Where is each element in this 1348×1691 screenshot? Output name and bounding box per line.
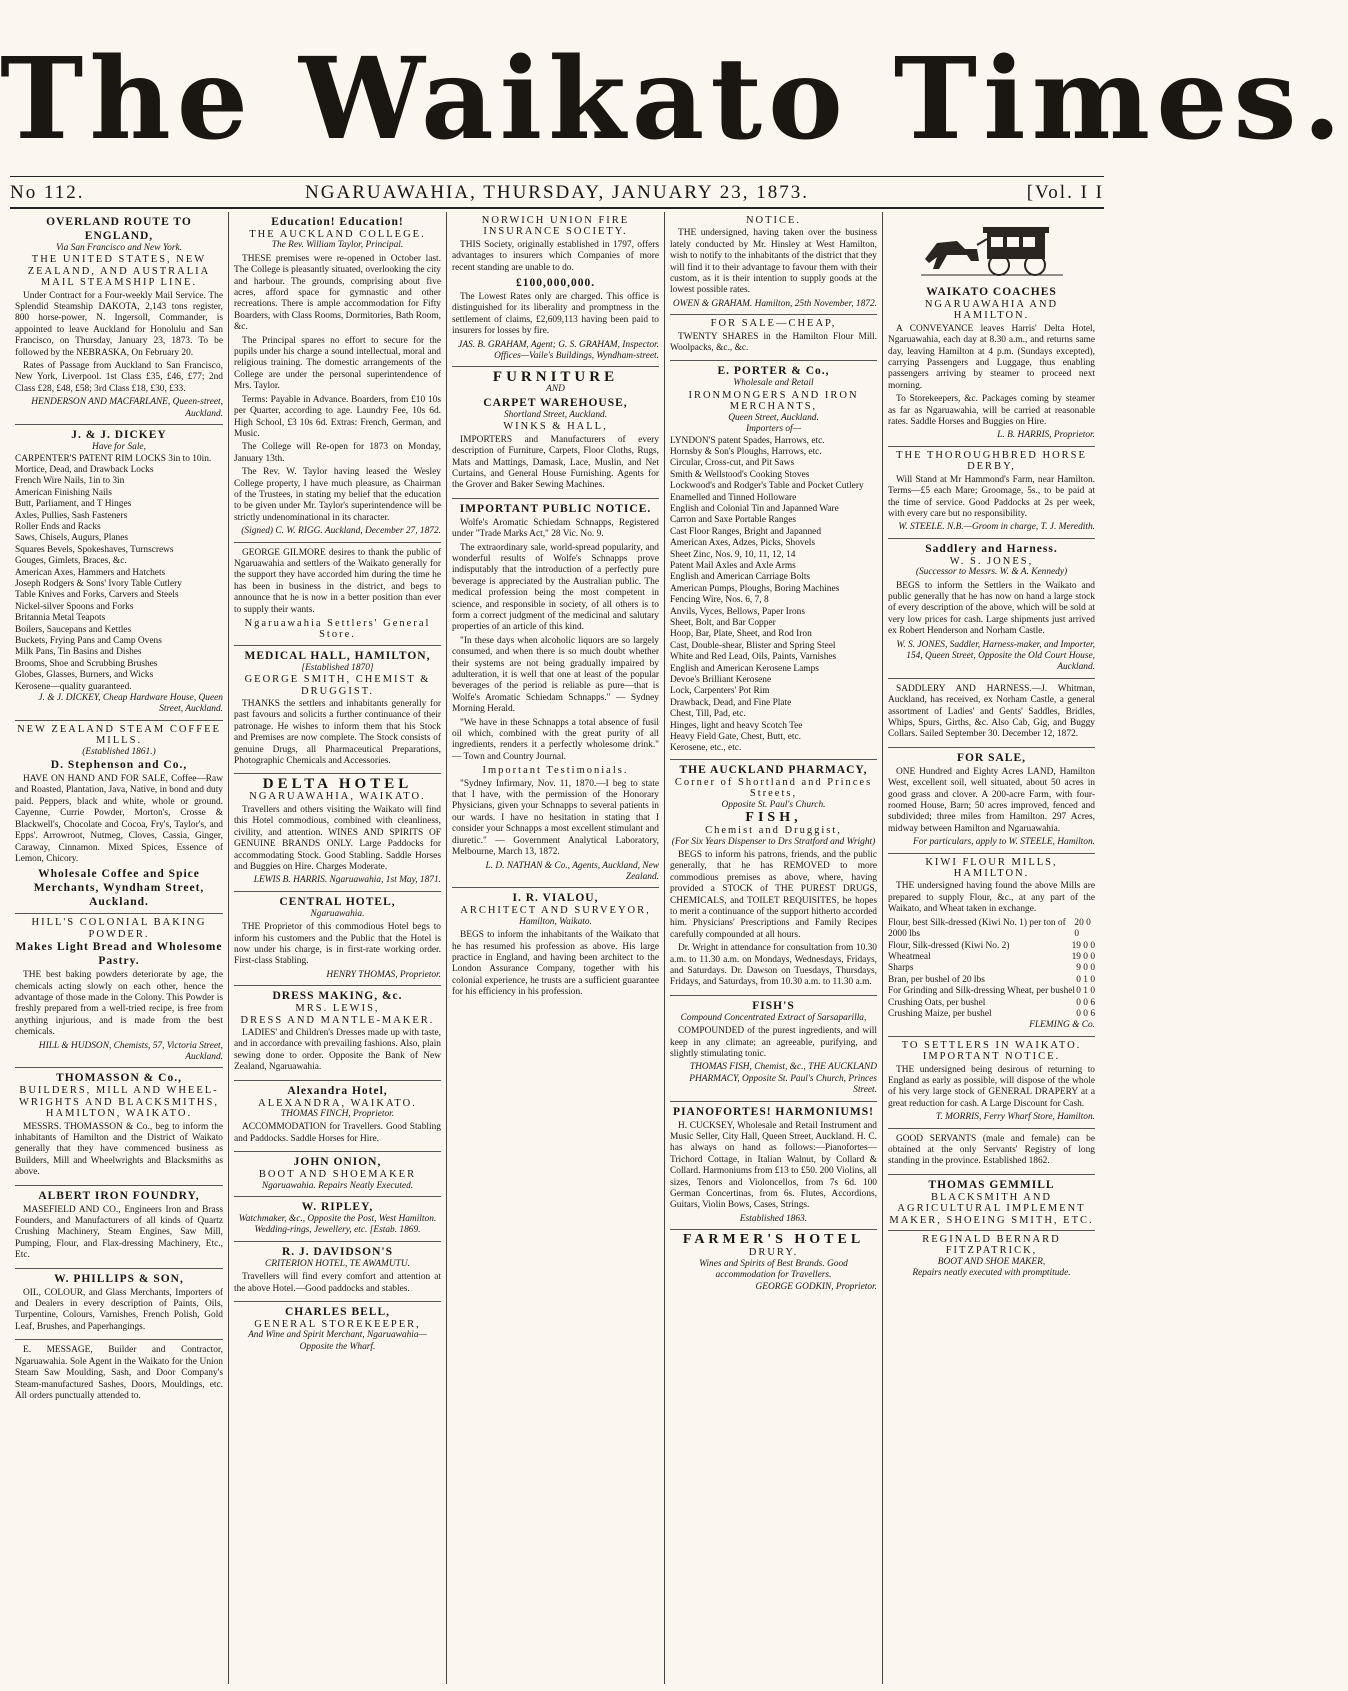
notice-text: The extraordinary sale, world-spread popularity, and wonderful results of Wolfe's Schnapps prove indisputably that the introduction of a perfectly pure beverage is appreciated by the Australian public. The medical profession being the most competent in science, and responsible in society, of all others is to form a correct judgment of the medicinal and salutary properties of an article of this kind.	[452, 542, 659, 633]
list-item: English and American Kerosene Lamps	[670, 663, 819, 674]
sarsaparilla-ad	[670, 996, 877, 1102]
notice-heading: NOTICE.	[745, 215, 802, 226]
albert-text: MASEFIELD AND CO., Engineers Iron and Brass Founders, and Manufacturers of all kinds of Quartz Crushing Machinery, Steam Engines, Saw Mill, Pumping, Flour, and Flax-dressing Machinery, Etc., Etc.	[15, 1204, 223, 1261]
sale-text: TWENTY SHARES in the Hamilton Flour Mill. Woolpacks, &c., &c.	[670, 331, 877, 354]
alex-text: ACCOMMODATION for Travellers. Good Stabling and Paddocks. Saddle Horses for Hire.	[234, 1122, 441, 1144]
dickey-ad	[15, 425, 223, 721]
list-item: Patent Mail Axles and Axle Arms	[670, 560, 796, 571]
college-sub: The Rev. William Taylor, Principal.	[271, 240, 404, 251]
porter-heading: E. PORTER & Co.,	[717, 365, 830, 378]
bell-heading: CHARLES BELL,	[284, 1306, 391, 1319]
sars-sig: THOMAS FISH, Chemist, &c., THE AUCKLAND PHARMACY, Opposite St. Paul's Church, Princes Street.	[689, 1062, 877, 1096]
dateline	[10, 182, 1104, 204]
furn-street: Shortland Street, Auckland.	[503, 409, 608, 420]
architect-ad	[452, 888, 659, 1004]
masthead-title: The Waikato Times.	[0, 34, 1348, 165]
central-sub: Ngaruawahia.	[310, 908, 365, 919]
mail-sub: Via San Francisco and New York.	[55, 243, 183, 253]
list-item: English and Colonial Tin and Japanned Ware	[670, 503, 839, 514]
list-item: Brooms, Shoe and Scrubbing Brushes	[15, 658, 158, 669]
college-terms: Terms: Payable in Advance. Boarders, from £10 10s per Quarter, according to age. Laundry Fee, 10s 6d. High School, £3 10s 6d. Extras: French, German, and Music.	[234, 394, 441, 439]
coffee-ad	[15, 721, 223, 914]
porter-street: Queen Street, Auckland.	[728, 412, 819, 423]
mills-sig: FLEMING & Co.	[1029, 1020, 1095, 1031]
forsale-sig: For particulars, apply to W. STEELE, Hamilton.	[913, 837, 1095, 848]
mills-price-list	[888, 918, 1095, 1021]
settlers-heading: TO SETTLERS IN WAIKATO.	[901, 1039, 1082, 1051]
list-item: American Axes, Adzes, Picks, Shovels	[670, 538, 816, 549]
list-item: Hornsby & Son's Ploughs, Harrows, etc.	[670, 446, 822, 457]
arch-place: Hamilton, Waikato.	[519, 916, 592, 927]
mail-text: Under Contract for a Four-weekly Mail Service. The Splendid Steamship DAKOTA, 2,143 tons register, 800 horse-power, N. Ingersoll, Commander, is appointed to leave Auckland for Honolulu and San Francisco, on Thursday, January 23, 1873. To be followed by the NEBRASKA, On February 20.	[15, 290, 223, 358]
ripley-heading: W. RIPLEY,	[301, 1201, 374, 1214]
edu-title: Education! Education!	[271, 216, 404, 228]
coffee-heading: NEW ZEALAND STEAM COFFEE MILLS.	[17, 723, 221, 747]
delta-sig: LEWIS B. HARRIS. Ngaruawahia, 1st May, 1871.	[253, 875, 441, 886]
list-item: Roller Ends and Racks	[15, 521, 101, 532]
list-item: Devoe's Brilliant Kerosene	[670, 675, 772, 686]
sale-ad	[670, 315, 877, 361]
thomasson-text: MESSRS. THOMASSON & Co., beg to inform the inhabitants of Hamilton and the District of Waikato generally that they have commenced business as Builders, Mill and Wheelwrights and Blacksmiths as above.	[15, 1121, 223, 1178]
list-item: Drawback, Dead, and Fine Plate	[670, 697, 792, 708]
price-row: Flour, Silk-dressed (Kiwi No. 2) 19 0 0	[888, 940, 1095, 951]
coach-illustration	[917, 219, 1067, 281]
notice-sig: OWEN & GRAHAM. Hamilton, 25th November, 1872.	[672, 298, 877, 309]
list-item: Enamelled and Tinned Holloware	[670, 492, 797, 503]
fitz-sub: BOOT AND SHOE MAKER,	[937, 1256, 1046, 1267]
saddlery-heading: Saddlery and Harness.	[925, 542, 1058, 555]
testimonials-heading: Important Testimonials.	[482, 765, 629, 777]
mills-heading: KIWI FLOUR MILLS, HAMILTON.	[925, 856, 1058, 880]
list-item: Fencing Wire, Nos. 6, 7, 8	[670, 595, 769, 606]
coaches-sig: L. B. HARRIS, Proprietor.	[997, 430, 1095, 441]
porter-sub: Wholesale and Retail	[733, 378, 814, 389]
list-item: American Pumps, Ploughs, Boring Machines	[670, 583, 840, 594]
furniture-ad	[452, 367, 659, 498]
medical-text: THANKS the settlers and inhabitants generally for past favours and solicits a further continuance of their patronage. He wishes to inform them that his Stock and Premises are now complete. The Stock consists of genuine Drugs, all Pharmaceutical Preparations, Photographic Chemicals and Accessories.	[234, 699, 441, 767]
list-item: Smith & Wellstood's Cooking Stoves	[670, 469, 810, 480]
porter-title: IRONMONGERS AND IRON MERCHANTS,	[688, 389, 859, 413]
pharmacy-sub: Corner of Shortland and Princes Streets,	[674, 776, 873, 800]
phillips-text: OIL, COLOUR, and Glass Merchants, Importers of and Dealers in every description of Paints, Oils, Turpentine, Colours, Varnishes, French Polish, Gold Leaf, Brushes, and Paperhangings.	[15, 1287, 223, 1332]
list-item: Buckets, Frying Pans and Camp Ovens	[15, 636, 162, 646]
saddlery-text: BEGS to inform the Settlers in the Waikato and public generally that he has now on hand a large stock of every description of the above, which will be sold at very low prices for cash. Large shipments just arrived ex Robert Henderson and Norham Castle.	[888, 580, 1095, 637]
price-row: Crushing Maize, per bushel 0 0 6	[888, 1008, 1095, 1019]
fish-text: Dr. Wright in attendance for consultation from 10.30 a.m. to 11.30 a.m. on Mondays, Wednesdays, Fridays, and Saturdays. Dr. Dawson on Tuesdays, Thursdays, Fridays, and Saturdays, from 10.30 a.m. to 11.30 a.m.	[670, 943, 877, 988]
saddlery-ad	[888, 539, 1095, 679]
medical-heading: MEDICAL HALL, HAMILTON,	[244, 649, 431, 662]
list-item: Circular, Cross-cut, and Pit Saws	[670, 458, 795, 469]
list-item: Cast, Double-shear, Blister and Spring Steel	[670, 640, 836, 651]
servants-ad	[888, 1129, 1095, 1175]
delta-text: Travellers and others visiting the Waikato will find this Hotel commodious, combined with cleanliness, civility, and attention. WINES AND SPIRITS OF GENUINE BRANDS ONLY. Large Paddocks for accommodating Stock. Good Stabling. Saddle Horses and Buggies on Hire. Charges Moderate.	[234, 804, 441, 872]
central-ad	[234, 892, 441, 986]
piano-ad	[670, 1102, 877, 1231]
horse-sig: W. STEELE. N.B.—Groom in charge, T. J. Meredith.	[898, 522, 1095, 533]
message-text: E. MESSAGE, Builder and Contractor, Ngaruawahia. Sole Agent in the Waikato for the Union Steam Saw Moulding, Sash, and Door Company's Steam-manufactured Sashes, Doors, Mouldings, etc. All orders punctually attended to.	[15, 1345, 223, 1401]
delta-sub: NGARUAWAHIA, WAIKATO.	[249, 791, 426, 803]
porter-list	[670, 436, 877, 755]
gilmore-text: GEORGE GILMORE desires to thank the public of Ngaruawahia and settlers of the Waikato generally for the support they have accorded him during the time he has been in business in the district, and begs to announce that he is now in a better position than ever to supply their wants.	[234, 547, 441, 615]
horse-heading: THE THOROUGHBRED HORSE DERBY,	[896, 449, 1087, 473]
gilmore-ad	[234, 543, 441, 646]
furn-sub: CARPET WAREHOUSE,	[483, 396, 628, 409]
price-row: For Grinding and Silk-dressing Wheat, per bushel 0 1 0	[888, 986, 1095, 997]
farmers-text: Wines and Spirits of Best Brands. Good accommodation for Travellers.	[699, 1258, 848, 1281]
list-item: Chest, Till, Pad, etc.	[670, 709, 746, 720]
place-date: NGARUAWAHIA, THURSDAY, JANUARY 23, 1873.	[305, 182, 809, 203]
settlers-sub: IMPORTANT NOTICE.	[922, 1051, 1061, 1063]
gemmill-heading: THOMAS GEMMILL	[928, 1178, 1055, 1191]
list-item: Kerosene, etc., etc.	[670, 743, 742, 754]
coaches-title: WAIKATO COACHES	[926, 286, 1057, 298]
list-item: Axles, Pullies, Sash Fasteners	[15, 510, 128, 521]
thomasson-sub: BUILDERS, MILL AND WHEEL-WRIGHTS AND BLACKSMITHS, HAMILTON, WAIKATO.	[19, 1085, 219, 1120]
college-text: The Rev. W. Taylor having leased the Wesley College property, I have much pleasure, as Chairman of the Trustees, in stating my belief that the education to be given under Mr. Taylor's superintendence will be strictly undenominational in its character.	[234, 467, 441, 523]
list-item: Nickel-silver Spoons and Forks	[15, 601, 134, 612]
fish-text: BEGS to inform his patrons, friends, and the public generally, that he has REMOVED to more commodious premises as above, where, having provided a STOCK of THE PUREST DRUGS, CHEMICALS, and TOILET REQUISITES, he hopes to merit a continuance of the support hitherto accorded him. Physicians' Prescriptions and Family Recipes carefully compounded at all hours.	[670, 849, 877, 940]
bell-ad	[234, 1302, 441, 1357]
thomasson-ad	[15, 1068, 223, 1185]
college-ad	[234, 212, 441, 543]
porter-importers: Importers of—	[746, 424, 801, 435]
medical-est: [Established 1870]	[301, 662, 374, 673]
pharmacy-heading: THE AUCKLAND PHARMACY,	[679, 763, 868, 776]
list-item: Milk Pans, Tin Basins and Dishes	[15, 647, 142, 658]
column-3	[446, 212, 664, 1684]
furn-heading: FURNITURE	[492, 369, 619, 386]
fitz-heading: REGINALD BERNARD FITZPATRICK,	[922, 1234, 1061, 1257]
alex-heading: Alexandra Hotel,	[287, 1084, 388, 1097]
alex-sub: ALEXANDRA, WAIKATO.	[258, 1097, 417, 1109]
coaches-ad	[888, 212, 1095, 447]
college-text: THESE premises were re-opened in October last. The College is pleasantly situated, overlooking the city and harbour. The grounds, comprising about five acres, afford space for gymnastic and other recreations. There is ample accommodation for Fifty Boarders, with Class Rooms, Dormitories, Bath Room, &c.	[234, 253, 441, 333]
delta-ad	[234, 774, 441, 891]
medical-firm: GEORGE SMITH, CHEMIST & DRUGGIST.	[244, 674, 431, 697]
coaches-sub: NGARUAWAHIA AND HAMILTON.	[924, 299, 1059, 322]
college-text: The Principal spares no effort to secure for the pupils under his charge a sound intellectual, moral and religious training. The domestic arrangements of the College are under the personal superintendence of Mrs. Taylor.	[234, 335, 441, 392]
arch-name: I. R. VIALOU,	[512, 892, 599, 905]
porter-ad	[670, 361, 877, 759]
notice-sub: Wolfe's Aromatic Schiedam Schnapps, Registered under "Trade Marks Act," 28 Vic. No. 9.	[452, 517, 659, 540]
coffee-sig: Wholesale Coffee and Spice Merchants, Wyndham Street, Auckland.	[33, 868, 205, 909]
farmers-ad	[670, 1230, 877, 1297]
issue-number: No 112.	[10, 182, 85, 203]
onion-sub: BOOT AND SHOEMAKER	[258, 1169, 417, 1181]
furn-text: IMPORTERS and Manufacturers of every description of Furniture, Carpets, Floor Cloths, Rugs, Mats and Mattings, Damask, Lace, Muslin, and Net Curtains, and General House Furnishing. Agents for the Grover and Baker Sewing Machines.	[452, 434, 659, 491]
pharmacy-ad	[670, 760, 877, 996]
dress-firm: MRS. LEWIS,	[295, 1003, 380, 1015]
onion-text: Ngaruawahia. Repairs Neatly Executed.	[261, 1180, 414, 1191]
saddlery-firm: W. S. JONES,	[949, 555, 1034, 567]
list-item: LYNDON'S patent Spades, Harrows, etc.	[670, 435, 825, 446]
list-item: Hinges, light and heavy Scotch Tee	[670, 720, 803, 731]
list-item: Lockwood's and Rodger's Table and Pocket Cutlery	[670, 481, 864, 492]
list-item: Boilers, Saucepans and Kettles	[15, 624, 132, 635]
list-item: Joseph Rodgers & Sons' Ivory Table Cutlery	[15, 578, 182, 589]
fish-years: (For Six Years Dispenser to Drs Stratford and Wright)	[671, 836, 876, 847]
mail-agents: HENDERSON AND MACFARLANE, Queen-street, Auckland.	[31, 397, 223, 419]
phillips-heading: W. PHILLIPS & SON,	[54, 1272, 184, 1285]
testimonials-text: "Sydney Infirmary, Nov. 11, 1870.—I beg to state that I have, with the permission of the Honorary Physicians, given your Schnapps to several patients in our wards. I have no hesitation in stating that I consider your Schnapps a most excellent stimulant and diuretic." — Government Analytical Laboratory, Melbourne, March 13, 1872.	[452, 778, 659, 858]
gemmill-ad	[888, 1175, 1095, 1231]
gilmore-sig: Ngaruawahia Settlers' General Store.	[244, 618, 431, 641]
horse-text: Will Stand at Mr Hammond's Farm, near Hamilton. Terms—£5 each Mare; Groomage, 5s., to be paid at the time of service. Good Paddocks at 2s per week, with every care but no responsibility.	[888, 474, 1095, 519]
mail-heading: OVERLAND ROUTE TO ENGLAND,	[46, 216, 192, 242]
piano-text: H. CUCKSEY, Wholesale and Retail Instrument and Music Seller, City Hall, Queen Street, Auckland. H. C. has always on hand as follows:—Pianofortes—Trichord Cottage, in Italian Walnut, by Collard & Collard. Harmoniums from £13 to £50. 200 Violins, all sizes, Tenors and Violoncellos, from 7s 6d. 100 German Concertinas, from 6s. Flutes, Accordions, Guitars, Violin Bows, Cases, Strings.	[670, 1120, 877, 1211]
coffee-firm: D. Stephenson and Co.,	[50, 759, 188, 772]
list-item: Cast Floor Ranges, Bright and Japanned	[670, 526, 822, 537]
mail-rates: Rates of Passage from Auckland to San Francisco, New York, Liverpool. 1st Class £35, £46, £77; 2nd Class £28, £48, £58; 3rd Class £18, £30, £33.	[15, 361, 223, 394]
bell-text: And Wine and Spirit Merchant, Ngaruawahia—Opposite the Wharf.	[248, 1330, 427, 1352]
top-rule	[10, 176, 1104, 177]
whitman-ad	[888, 679, 1095, 748]
saddlery-sub: (Successor to Messrs. W. & A. Kennedy)	[915, 567, 1068, 578]
coaches-text: A CONVEYANCE leaves Harris' Delta Hotel, Ngaruawahia, each day at 8.30 a.m., and returns same day, leaving Hamilton at 4 p.m. (Sundays excepted), carrying Passengers and Luggage, thus enabling passengers arriving by steamer to proceed next morning.	[888, 323, 1095, 391]
list-item: Globes, Glasses, Burners, and Wicks	[15, 670, 154, 681]
dickey-sig: J. & J. DICKEY, Cheap Hardware House, Queen Street, Auckland.	[38, 693, 223, 715]
price-row: Wheatmeal 19 0 0	[888, 951, 1095, 962]
message-ad	[15, 1340, 223, 1408]
davidson-sub: CRITERION HOTEL, TE AWAMUTU.	[265, 1258, 410, 1269]
forsale-heading: FOR SALE,	[956, 751, 1027, 764]
column-4	[664, 212, 882, 1684]
fish-heading: FISH,	[745, 810, 802, 826]
list-item: French Wire Nails, 1in to 3in	[15, 476, 125, 487]
settlers-sig: T. MORRIS, Ferry Wharf Store, Hamilton.	[935, 1112, 1095, 1123]
price-row: Bran, per bushel of 20 lbs 0 1 0	[888, 974, 1095, 985]
phillips-ad	[15, 1269, 223, 1341]
mills-ad	[888, 854, 1095, 1037]
ripley-text: Watchmaker, &c., Opposite the Post, West Hamilton. Wedding-rings, Jewellery, etc. [Estab. 1869.	[238, 1214, 437, 1236]
list-item: Butt, Parliament, and T Hinges	[15, 499, 132, 510]
onion-heading: JOHN ONION,	[293, 1156, 382, 1169]
notice-text: THE undersigned, having taken over the business lately conducted by Mr. Hinsley at West Hamilton, wish to notify to the inhabitants of the district that they will find it to their advantage to favour them with their custom, as it is their intention to supply goods at the lowest possible rates.	[670, 228, 877, 296]
davidson-ad	[234, 1242, 441, 1302]
fire-text: The Lowest Rates only are charged. This office is distinguished for its liberality and promptness in the settlement of claims, £2,609,113 having been paid to insurers for losses by fire.	[452, 292, 659, 337]
list-item: Squares Bevels, Spokeshaves, Turnscrews	[15, 544, 174, 555]
list-item: Carron and Saxe Portable Ranges	[670, 515, 797, 526]
list-item: Gouges, Gimlets, Braces, &c.	[15, 556, 127, 567]
dickey-heading: J. & J. DICKEY	[71, 429, 167, 442]
sars-heading: FISH'S	[752, 999, 795, 1012]
albert-heading: ALBERT IRON FOUNDRY,	[38, 1189, 200, 1202]
medical-ad	[234, 646, 441, 775]
ripley-ad	[234, 1197, 441, 1242]
fire-capital: £100,000,000.	[515, 277, 596, 290]
list-item: Hoop, Bar, Plate, Sheet, and Rod Iron	[670, 629, 812, 640]
dress-ad	[234, 986, 441, 1080]
furn-and: AND	[546, 384, 565, 395]
list-item: Anvils, Vyces, Bellows, Paper Irons	[670, 606, 805, 617]
baking-sig: HILL & HUDSON, Chemists, 57, Victoria Street, Auckland.	[38, 1040, 223, 1062]
mail-company: THE UNITED STATES, NEW ZEALAND, AND AUSTRALIA MAIL STEAMSHIP LINE.	[27, 254, 211, 289]
baking-ad	[15, 914, 223, 1068]
settlers-text: THE undersigned being desirous of returning to England as early as possible, will dispose of the whole of his very large stock of GENERAL DRAPERY at a great reduction for cash. A Large Discount for Cash.	[888, 1064, 1095, 1109]
mills-text: THE undersigned having found the above Mills are prepared to supply Flour, &c., at any part of the Waikato, and Wheat taken in exchange.	[888, 881, 1095, 915]
bell-sub: GENERAL STOREKEEPER,	[254, 1319, 421, 1331]
notice-text: "In these days when alcoholic liquors are so largely consumed, and when there is so much doubt whether their systems are not being gradually impaired by adulteration, it is well that one at least of the popular beverages of the period is reliable as pure—that is Wolfe's Aromatic Schiedam Schnapps." — Sydney Morning Herald.	[452, 635, 659, 715]
coffee-text: HAVE ON HAND AND FOR SALE, Coffee—Raw and Roasted, Plantation, Java, Native, in bond and duty paid. Peppers, black and white, whole or ground. Cayenne, Currie Powder, Morton's, Crosse & Blackwell's, Chocolate and Cocoa, Fry's, Taylor's, and Epps'. Arrowroot, Nutmeg, Cloves, Cassia, Ginger, Caraway, Cinnamon. Mixed Spices, Essence of Lemon, Chicory.	[15, 774, 223, 864]
coffee-est: (Established 1861.)	[82, 746, 156, 757]
albert-ad	[15, 1186, 223, 1269]
column-1	[10, 212, 228, 1684]
baking-title: Makes Light Bread and Wholesome Pastry.	[15, 941, 223, 968]
farmers-heading: FARMER'S HOTEL	[682, 1232, 865, 1248]
dateline-rule	[10, 207, 1104, 209]
gemmill-sub: BLACKSMITH AND AGRICULTURAL IMPLEMENT MAKER, SHOEING SMITH, ETC.	[889, 1191, 1094, 1226]
forsale-ad	[888, 748, 1095, 854]
dress-sub: DRESS AND MANTLE-MAKER.	[240, 1014, 435, 1026]
list-item: American Finishing Nails	[15, 487, 112, 498]
notice-ad	[452, 499, 659, 889]
list-item: Saws, Chisels, Augurs, Planes	[15, 533, 129, 544]
central-heading: CENTRAL HOTEL,	[279, 895, 396, 908]
college-text: The College will Re-open for 1873 on Monday, January 13th.	[234, 442, 441, 464]
nathan-sig: L. D. NATHAN & Co., Agents, Auckland, New Zealand.	[485, 860, 659, 882]
delta-heading: DELTA HOTEL	[262, 776, 413, 793]
sale-heading: FOR SALE—CHEAP,	[710, 318, 837, 330]
fire-heading: NORWICH UNION FIRE INSURANCE SOCIETY.	[481, 215, 630, 238]
list-item: Mortice, Dead, and Drawback Locks	[15, 464, 154, 475]
piano-heading: PIANOFORTES! HARMONIUMS!	[673, 1105, 874, 1118]
fire-text: THIS Society, originally established in 1797, offers advantages to insurers which Companies of more recent standing are unable to do.	[452, 239, 659, 273]
baking-text: THE best baking powders deteriorate by age, the chemicals acting slowly on each other, hence the advantage of those made in the Colony. This Powder is freshly prepared from a well-tried recipe, is free from anything injurious, and is made from the best chemicals.	[15, 970, 223, 1038]
farmers-sig: GEORGE GODKIN, Proprietor.	[755, 1281, 877, 1292]
furn-firm: WINKS & HALL,	[503, 421, 608, 433]
forsale-text: ONE Hundred and Eighty Acres LAND, Hamilton West, excellent soil, well situated, about 50 acres in good grass and clover. A 200-acre Farm, with four-roomed House, Barn; 50 acres improved, fenced and subdivided; three miles from Hamilton. 297 Acres, midway between Hamilton and Ngaruawahia.	[888, 766, 1095, 834]
central-text: THE Proprietor of this commodious Hotel begs to inform his customers and the Public that the Hotel is now under his charge, is in first-rate working order. First-class Stabling.	[234, 922, 441, 967]
price-row: Sharps 9 0 0	[888, 963, 1095, 974]
sars-sub: Compound Concentrated Extract of Sarsaparilla,	[680, 1012, 867, 1023]
davidson-text: Travellers will find every comfort and attention at the above Hotel.—Good paddocks and stables.	[234, 1272, 441, 1294]
notice-text: "We have in these Schnapps a total absence of fusil oil which, combined with the great purity of all ingredients, renders it a perfectly wholesome drink." — Town and Country Journal.	[452, 717, 659, 762]
column-5	[882, 212, 1100, 1684]
saddlery-sig: W. S. JONES, Saddler, Harness-maker, and Importer, 154, Queen Street, Opposite the Old Court House, Auckland.	[896, 639, 1095, 673]
list-item: English and American Carriage Bolts	[670, 572, 811, 583]
dress-text: LADIES' and Children's Dresses made up with taste, and in accordance with prevailing fashions. Also, plain sewing done to order. Opposite the Bank of New Zealand, Ngaruawahia.	[234, 1027, 441, 1073]
servants-text: GOOD SERVANTS (male and female) can be obtained at the only Servants' Registry of long standing in the province. Established 1862.	[888, 1133, 1095, 1167]
column-2	[228, 212, 446, 1684]
dickey-sub: Have for Sale,	[92, 442, 146, 453]
arch-title: ARCHITECT AND SURVEYOR,	[460, 905, 651, 917]
list-item: Britannia Metal Teapots	[15, 613, 106, 624]
dickey-list	[15, 454, 223, 694]
coaches-text: To Storekeepers, &c. Packages coming by steamer as far as Ngaruawahia, will be carried at reasonable rates. Saddle Horses and Buggies on Hire.	[888, 394, 1095, 428]
notice-heading: IMPORTANT PUBLIC NOTICE.	[459, 502, 652, 515]
fish-sub: Chemist and Druggist,	[705, 825, 842, 837]
fitzpatrick-ad	[888, 1231, 1095, 1284]
horse-ad	[888, 447, 1095, 539]
list-item: Heavy Field Gate, Chest, Butt, etc.	[670, 732, 801, 743]
settlers-ad	[888, 1037, 1095, 1129]
price-row: Flour, best Silk-dressed (Kiwi No. 1) per ton of 2000 lbs 20 0 0	[888, 917, 1091, 940]
dress-heading: DRESS MAKING, &c.	[272, 990, 403, 1003]
price-row: Crushing Oats, per bushel 0 0 6	[888, 997, 1095, 1008]
list-item: Sheet Zinc, Nos. 9, 10, 11, 12, 14	[670, 549, 796, 560]
owen-notice-ad	[670, 212, 877, 315]
central-sig: HENRY THOMAS, Proprietor.	[326, 969, 441, 980]
pharmacy-sub2: Opposite St. Paul's Church.	[721, 799, 826, 810]
list-item: Lock, Carpenters' Pot Rim	[670, 686, 770, 697]
list-item: Kerosene—quality guaranteed.	[15, 681, 132, 692]
alex-ad	[234, 1081, 441, 1153]
fitz-text: Repairs neatly executed with promptitude.	[912, 1268, 1071, 1279]
volume-number: [Vol. I I	[1026, 182, 1104, 203]
sars-text: COMPOUNDED of the purest ingredients, and will keep in any climate; an agreeable, purifying, and slightly stimulating tonic.	[670, 1026, 877, 1059]
onion-ad	[234, 1152, 441, 1197]
baking-heading: HILL'S COLONIAL BAKING POWDER.	[31, 917, 207, 940]
whitman-text: SADDLERY AND HARNESS.—J. Whitman, Auckland, has received, ex Norham Castle, a general assortment of Ladies' and Gents' Saddles, Bridles, Whips, Spurs, Girths, &c. Also Cab, Gig, and Buggy Collars. Sailed September 30. December 12, 1872.	[888, 683, 1095, 740]
fire-agents: JAS. B. GRAHAM, Agent; G. S. GRAHAM, Inspector. Offices—Vaile's Buildings, Wyndham-street.	[458, 339, 659, 362]
fire-ad	[452, 212, 659, 367]
thomasson-heading: THOMASSON & Co.,	[56, 1072, 182, 1085]
list-item: CARPENTER'S PATENT RIM LOCKS 3in to 10in.	[15, 453, 212, 464]
farmers-sub: DRURY.	[748, 1247, 799, 1259]
alex-prop: THOMAS FINCH, Proprietor.	[280, 1109, 395, 1119]
college-sig: (Signed) C. W. RIGG. Auckland, December 27, 1872.	[241, 526, 441, 537]
arch-text: BEGS to inform the inhabitants of the Waikato that he has resumed his profession as above. His large practice in England, and having been architect to the London Assurance Company, together with his colonial experience, he trusts are a sufficient guarantee for his efficiency in his profession.	[452, 930, 659, 998]
list-item: Table Knives and Forks, Carvers and Steels	[15, 590, 179, 601]
list-item: Sheet, Bolt, and Bar Copper	[670, 618, 776, 628]
piano-est: Established 1863.	[739, 1213, 808, 1224]
list-item: American Axes, Hammers and Hatchets	[15, 567, 166, 578]
college-heading: THE AUCKLAND COLLEGE.	[249, 229, 426, 240]
mail-ad	[15, 212, 223, 425]
davidson-heading: R. J. DAVIDSON'S	[281, 1245, 393, 1258]
columns	[10, 212, 1104, 1684]
list-item: White and Red Lead, Oils, Paints, Varnishes	[670, 652, 837, 663]
